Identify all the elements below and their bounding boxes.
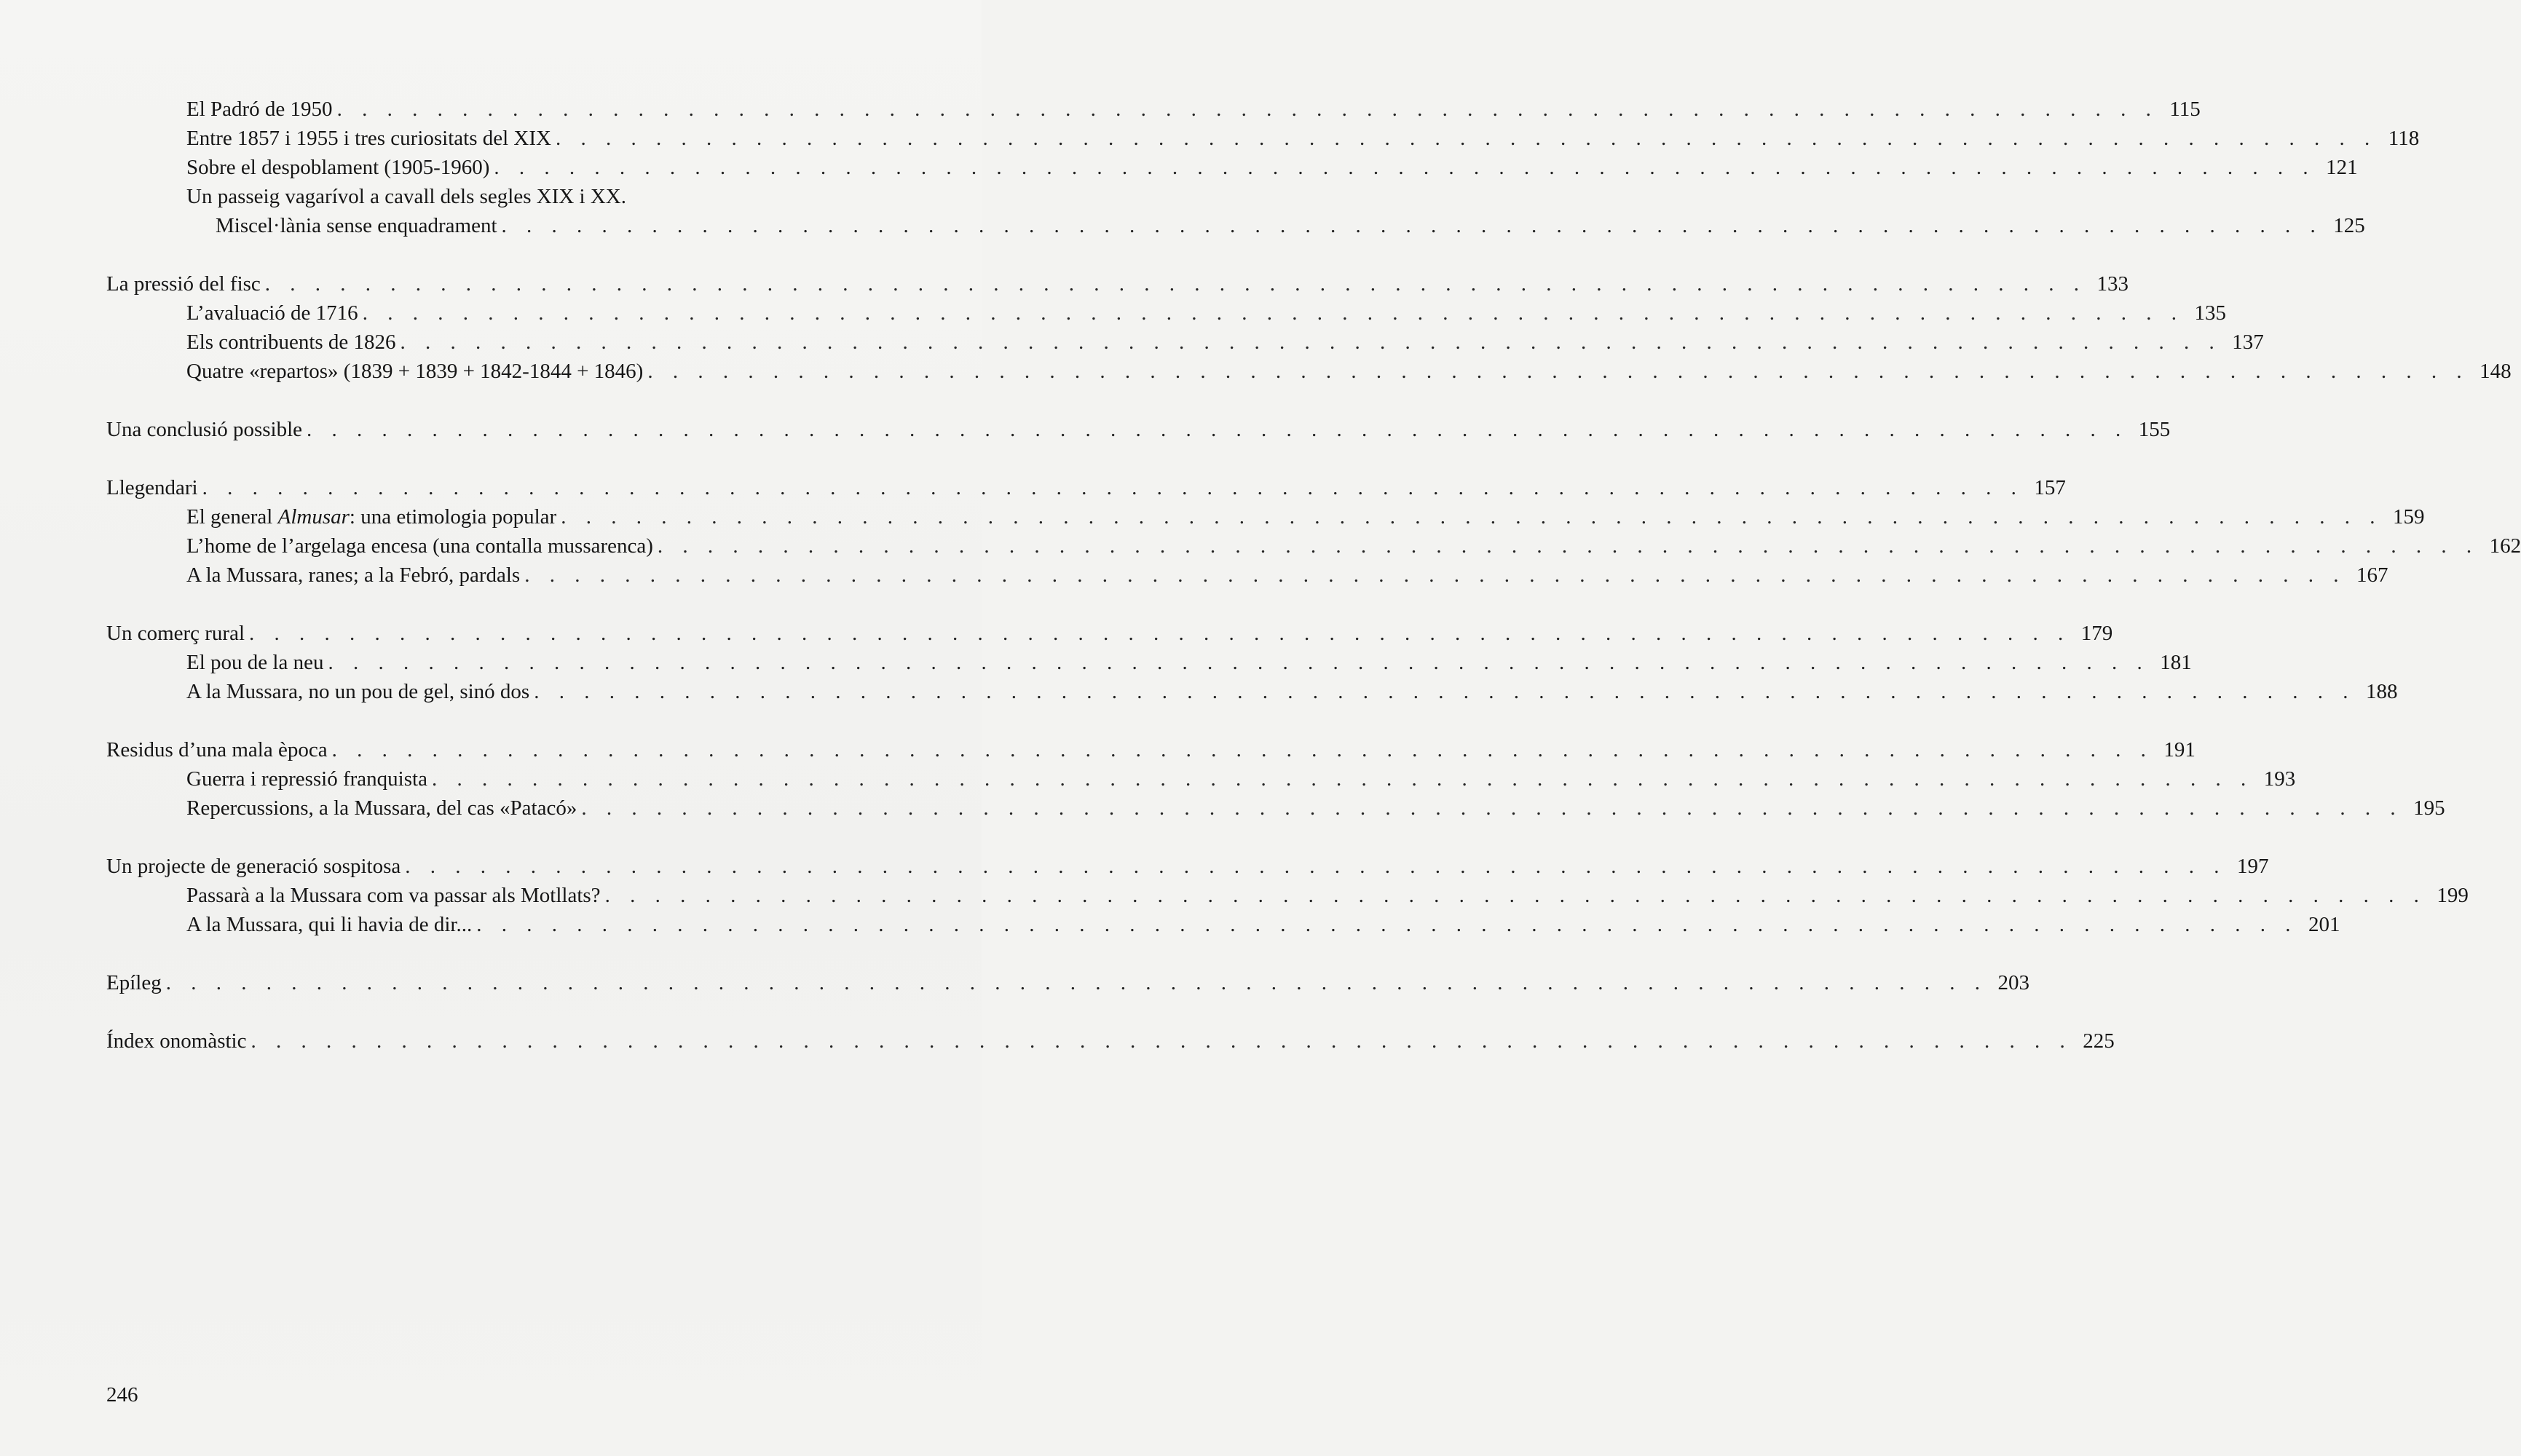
toc-page-number: 199 bbox=[2437, 884, 2469, 907]
dot-leader bbox=[658, 531, 2479, 561]
toc-entry-title: Un comerç rural bbox=[106, 622, 245, 645]
toc-page-number: 225 bbox=[2083, 1029, 2115, 1053]
toc-entry-title: Índex onomàstic bbox=[106, 1029, 247, 1053]
toc-page-number: 121 bbox=[2326, 156, 2358, 179]
toc-entry-title: Quatre «repartos» (1839 + 1839 + 1842-1844 + 1846) bbox=[186, 360, 644, 383]
toc-entry bbox=[106, 153, 2358, 182]
dot-leader bbox=[502, 211, 2323, 240]
toc-entry-title: La pressió del fisc bbox=[106, 272, 261, 296]
toc-section bbox=[106, 415, 2171, 444]
toc-page-number: 137 bbox=[2232, 331, 2264, 354]
table-of-contents bbox=[106, 95, 2521, 1085]
toc-entry-title: El pou de la neu bbox=[186, 651, 324, 674]
toc-chapter bbox=[106, 269, 2129, 298]
toc-entry bbox=[106, 561, 2388, 590]
toc-entry bbox=[106, 502, 2425, 531]
toc-entry bbox=[106, 182, 904, 211]
toc-page-number: 181 bbox=[2160, 651, 2192, 674]
toc-page-number: 179 bbox=[2080, 622, 2113, 645]
toc-entry bbox=[106, 764, 2296, 794]
toc-entry bbox=[106, 211, 2365, 240]
toc-entry-title: A la Mussara, ranes; a la Febró, pardals bbox=[186, 563, 521, 587]
dot-leader bbox=[581, 794, 2402, 823]
dot-leader bbox=[202, 473, 2024, 502]
toc-page-number: 197 bbox=[2237, 855, 2269, 878]
dot-leader bbox=[561, 502, 2382, 531]
toc-section bbox=[106, 968, 2029, 997]
dot-leader bbox=[524, 561, 2346, 590]
dot-leader bbox=[328, 648, 2149, 677]
toc-entry-title: Un projecte de generació sospitosa bbox=[106, 855, 401, 878]
toc-section bbox=[106, 852, 2469, 939]
toc-page-number: 115 bbox=[2169, 98, 2201, 121]
toc-entry-title: El general Almusar: una etimologia popular bbox=[186, 505, 557, 529]
toc-page-number: 193 bbox=[2263, 767, 2296, 791]
toc-section bbox=[106, 95, 2420, 240]
toc-chapter bbox=[106, 619, 2113, 648]
toc-page-number: 135 bbox=[2194, 301, 2226, 325]
dot-leader bbox=[432, 764, 2253, 794]
toc-entry-title: Llegendari bbox=[106, 476, 198, 499]
toc-entry bbox=[106, 328, 2264, 357]
dot-leader bbox=[337, 95, 2158, 124]
dot-leader bbox=[476, 910, 2297, 939]
toc-entry-title: Els contribuents de 1826 bbox=[186, 331, 396, 354]
toc-chapter bbox=[106, 415, 2171, 444]
toc-entry-title: Un passeig vagarívol a cavall dels segles XIX i XX. bbox=[186, 185, 627, 208]
toc-chapter bbox=[106, 735, 2195, 764]
dot-leader bbox=[307, 415, 2128, 444]
toc-page-number: 188 bbox=[2365, 680, 2398, 703]
dot-leader bbox=[265, 269, 2086, 298]
toc-entry bbox=[106, 910, 2340, 939]
toc-section bbox=[106, 269, 2512, 386]
toc-page-number: 125 bbox=[2333, 214, 2365, 237]
dot-leader bbox=[249, 619, 2070, 648]
toc-entry-title: Passarà a la Mussara com va passar als Motllats? bbox=[186, 884, 601, 907]
dot-leader bbox=[166, 968, 1987, 997]
toc-page-number: 118 bbox=[2388, 127, 2420, 150]
toc-entry-title: Epíleg bbox=[106, 971, 162, 994]
dot-leader bbox=[405, 852, 2226, 881]
toc-entry-title: Miscel·lània sense enquadrament bbox=[216, 214, 497, 237]
toc-section bbox=[106, 735, 2445, 823]
toc-entry bbox=[106, 124, 2420, 153]
toc-page-number: 167 bbox=[2356, 563, 2388, 587]
toc-page-number: 201 bbox=[2308, 913, 2340, 936]
toc-entry-title: L’home de l’argelaga encesa (una contalla mussarenca) bbox=[186, 534, 653, 558]
toc-entry-title: Sobre el despoblament (1905-1960) bbox=[186, 156, 490, 179]
toc-page-number: 148 bbox=[2479, 360, 2512, 383]
toc-page-number: 159 bbox=[2392, 505, 2425, 529]
page-number: 246 bbox=[106, 1383, 138, 1406]
toc-entry bbox=[106, 298, 2226, 328]
toc-section bbox=[106, 473, 2521, 590]
toc-chapter bbox=[106, 852, 2269, 881]
dot-leader bbox=[363, 298, 2184, 328]
dot-leader bbox=[250, 1026, 2072, 1056]
toc-entry-title: Residus d’una mala època bbox=[106, 738, 328, 761]
dot-leader bbox=[534, 677, 2355, 706]
dot-leader bbox=[332, 735, 2153, 764]
toc-entry-title: A la Mussara, qui li havia de dir... bbox=[186, 913, 473, 936]
toc-entry-title: A la Mussara, no un pou de gel, sinó dos bbox=[186, 680, 530, 703]
toc-page-number: 191 bbox=[2163, 738, 2195, 761]
toc-entry-title: El Padró de 1950 bbox=[186, 98, 333, 121]
toc-entry-title: Guerra i repressió franquista bbox=[186, 767, 427, 791]
toc-section bbox=[106, 619, 2398, 706]
toc-entry bbox=[106, 677, 2398, 706]
toc-section bbox=[106, 1026, 2115, 1056]
toc-entry-title: Repercussions, a la Mussara, del cas «Patacó» bbox=[186, 796, 577, 820]
toc-entry bbox=[106, 794, 2445, 823]
toc-entry bbox=[106, 95, 2201, 124]
toc-page-number: 162 bbox=[2489, 534, 2521, 558]
toc-page-number: 195 bbox=[2413, 796, 2445, 820]
dot-leader bbox=[556, 124, 2377, 153]
toc-entry bbox=[106, 648, 2192, 677]
toc-entry-title: Entre 1857 i 1955 i tres curiositats del XIX bbox=[186, 127, 551, 150]
toc-page-number: 133 bbox=[2096, 272, 2129, 296]
toc-chapter bbox=[106, 1026, 2115, 1056]
toc-entry bbox=[106, 357, 2512, 386]
toc-page-number: 203 bbox=[1997, 971, 2029, 994]
dot-leader bbox=[401, 328, 2222, 357]
dot-leader bbox=[605, 881, 2426, 910]
toc-page-number: 155 bbox=[2138, 418, 2171, 441]
toc-chapter bbox=[106, 473, 2066, 502]
toc-entry bbox=[106, 881, 2469, 910]
dot-leader bbox=[647, 357, 2469, 386]
dot-leader bbox=[494, 153, 2315, 182]
toc-chapter bbox=[106, 968, 2029, 997]
toc-entry-title: L’avaluació de 1716 bbox=[186, 301, 358, 325]
toc-entry-title: Una conclusió possible bbox=[106, 418, 303, 441]
toc-entry bbox=[106, 531, 2521, 561]
toc-page-number: 157 bbox=[2034, 476, 2066, 499]
